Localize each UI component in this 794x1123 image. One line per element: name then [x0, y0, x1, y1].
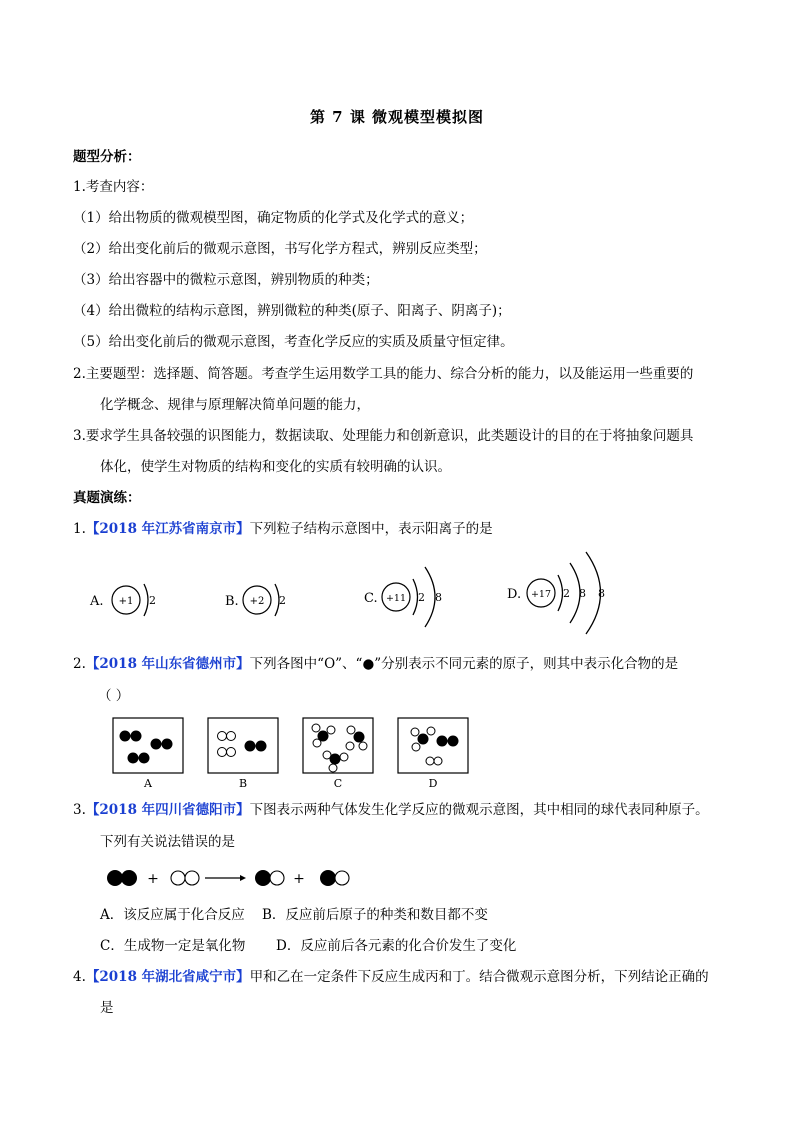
analysis-heading: 题型分析： — [73, 149, 141, 165]
white-atom — [218, 748, 227, 757]
analysis-item-2-cont: 化学概念、规律与原理解决简单问题的能力， — [100, 397, 370, 413]
particle-box-d — [398, 718, 468, 790]
black-atom — [256, 741, 267, 752]
white-atom — [312, 724, 320, 732]
black-atom — [139, 753, 150, 764]
analysis-item-3-cont: 体化，使学生对物质的结构和变化的实质有较明确的认识。 — [100, 459, 451, 475]
question-2 — [73, 655, 678, 673]
question-number: 1. — [73, 521, 86, 537]
q3-option-d: D．反应前后各元素的化合价发生了变化 — [276, 938, 517, 954]
analysis-item-1: 1.考查内容： — [73, 179, 154, 195]
shell-electrons: 2 — [279, 594, 286, 607]
nucleus-charge: +11 — [385, 593, 407, 604]
white-atom — [327, 726, 335, 734]
question-source: 【2018 年四川省德阳市】 — [85, 802, 250, 818]
black-atom — [151, 739, 162, 750]
box-frame — [398, 718, 468, 773]
white-atom — [346, 742, 354, 750]
atom-diagram-d — [507, 552, 605, 634]
analysis-subitem-1: （1）给出物质的微观模型图，确定物质的化学式及化学式的意义； — [73, 210, 474, 226]
practice-heading: 真题演练： — [73, 490, 141, 506]
white-atom — [335, 871, 349, 885]
shell-electrons: 8 — [579, 587, 586, 600]
white-atom — [270, 871, 284, 885]
q2-particle-boxes — [105, 715, 490, 793]
white-atom — [427, 727, 435, 735]
analysis-subitem-5: （5）给出变化前后的微观示意图，考查化学反应的实质及质量守恒定律。 — [73, 334, 514, 350]
question-1 — [73, 520, 493, 538]
shell-electrons: 2 — [149, 594, 156, 607]
black-atom — [120, 731, 131, 742]
question-text: 下图表示两种气体发生化学反应的微观示意图，其中相同的球代表同种原子。 — [249, 802, 709, 818]
electron-shell — [558, 575, 563, 611]
question-number: 3. — [73, 802, 86, 818]
nucleus-charge: +1 — [118, 596, 134, 607]
black-atom — [162, 739, 173, 750]
option-label: C. — [364, 591, 378, 606]
black-atom — [128, 753, 139, 764]
black-atom — [330, 754, 341, 765]
white-atom — [347, 726, 355, 734]
nucleus-charge: +17 — [530, 589, 552, 600]
question-3-cont: 下列有关说法错误的是 — [100, 834, 235, 850]
white-atom — [329, 764, 337, 772]
q3-option-a: A．该反应属于化合反应 — [100, 907, 245, 923]
box-label: B — [238, 777, 248, 790]
plus-sign: + — [293, 871, 305, 887]
question-source: 【2018 年湖北省咸宁市】 — [85, 969, 250, 985]
option-label: B. — [225, 594, 239, 609]
analysis-subitem-2: （2）给出变化前后的微观示意图，书写化学方程式，辨别反应类型； — [73, 241, 487, 257]
black-atom — [255, 870, 271, 886]
atom-diagram-b — [225, 584, 286, 616]
question-3 — [73, 801, 709, 819]
white-atom — [411, 728, 419, 736]
q1-atom-diagrams — [80, 550, 660, 640]
electron-shell — [425, 567, 435, 627]
analysis-item-2: 2.主要题型：选择题、简答题。考查学生运用数学工具的能力、综合分析的能力，以及能运用一些重要的 — [73, 366, 694, 382]
box-label: C — [333, 777, 343, 790]
option-label: D. — [507, 587, 522, 602]
box-label: D — [428, 777, 438, 790]
option-label: A. — [90, 594, 104, 609]
atom-diagram-c — [364, 567, 442, 627]
box-label: A — [144, 777, 152, 790]
plus-sign: + — [147, 871, 159, 887]
question-source: 【2018 年江苏省南京市】 — [85, 521, 250, 537]
shell-electrons: 2 — [418, 591, 425, 604]
black-atom — [121, 870, 137, 886]
black-atom — [131, 731, 142, 742]
black-atom — [107, 870, 123, 886]
q3-option-b: B．反应前后原子的种类和数目都不变 — [262, 907, 488, 923]
shell-electrons: 8 — [598, 587, 605, 600]
question-4 — [73, 968, 709, 986]
question-text: 下列各图中“O”、“●”分别表示不同元素的原子，则其中表示化合物的是 — [249, 656, 679, 672]
white-atom — [171, 871, 185, 885]
box-frame — [113, 718, 183, 773]
white-atom — [313, 739, 321, 747]
white-atom — [412, 743, 420, 751]
analysis-item-3: 3.要求学生具备较强的识图能力，数据读取、处理能力和创新意识，此类题设计的目的在于将抽象问题具 — [73, 428, 694, 444]
question-text: 甲和乙在一定条件下反应生成丙和丁。结合微观示意图分析，下列结论正确的 — [249, 969, 709, 985]
white-atom — [227, 732, 236, 741]
question-source: 【2018 年山东省德州市】 — [85, 656, 250, 672]
black-atom — [320, 870, 336, 886]
black-atom — [245, 741, 256, 752]
box-frame — [208, 718, 278, 773]
black-atom — [448, 736, 459, 747]
question-text: 下列粒子结构示意图中，表示阳离子的是 — [249, 521, 493, 537]
shell-electrons: 2 — [563, 587, 570, 600]
black-atom — [437, 736, 448, 747]
q3-option-c: C．生成物一定是氧化物 — [100, 938, 246, 954]
white-atom — [185, 871, 199, 885]
particle-box-c — [303, 718, 373, 790]
question-4-cont: 是 — [100, 1000, 114, 1016]
white-atom — [426, 757, 434, 765]
q3-reaction-diagram — [100, 860, 370, 896]
shell-electrons: 8 — [435, 591, 442, 604]
white-atom — [227, 748, 236, 757]
atom-diagram-a — [89, 584, 156, 616]
white-atom — [218, 732, 227, 741]
white-atom — [434, 757, 442, 765]
analysis-subitem-3: （3）给出容器中的微粒示意图，辨别物质的种类； — [73, 272, 379, 288]
analysis-subitem-4: （4）给出微粒的结构示意图，辨别微粒的种类(原子、阳离子、阴离子)； — [73, 303, 511, 319]
answer-parentheses: （ ） — [98, 688, 130, 704]
nucleus-charge: +2 — [249, 596, 265, 607]
white-atom — [340, 753, 348, 761]
question-number: 2. — [73, 656, 86, 672]
particle-box-b — [208, 718, 278, 790]
electron-shell — [413, 579, 418, 615]
electron-shell — [144, 584, 148, 616]
page-title: 第 7 课 微观模型模拟图 — [309, 108, 485, 126]
black-atom — [418, 734, 429, 745]
question-number: 4. — [73, 969, 86, 985]
arrow-head — [240, 875, 246, 881]
particle-box-a — [113, 718, 183, 790]
white-atom — [359, 742, 367, 750]
black-atom — [354, 732, 365, 743]
